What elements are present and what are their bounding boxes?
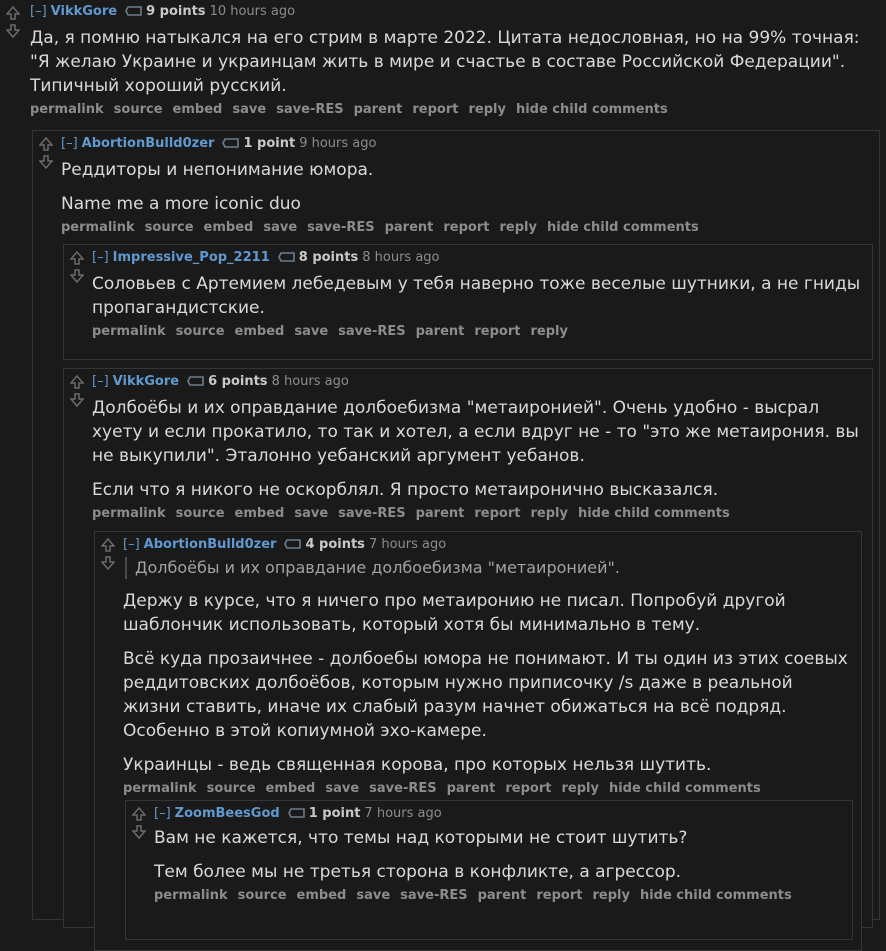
hide-child-comments-link[interactable]: hide child comments xyxy=(546,220,699,235)
report-link[interactable]: report xyxy=(412,102,459,117)
source-link[interactable]: source xyxy=(144,220,194,235)
parent-link[interactable]: parent xyxy=(415,324,465,339)
speech-bubble-icon xyxy=(187,374,205,388)
down-arrow-icon[interactable] xyxy=(70,393,84,407)
save-res-link[interactable]: save-RES xyxy=(338,324,406,339)
report-link[interactable]: report xyxy=(474,324,521,339)
up-arrow-icon[interactable] xyxy=(70,375,84,389)
comment-paragraph: Тем более мы не третья сторона в конфликте, а агрессор. xyxy=(154,862,682,882)
comment-tagline xyxy=(154,806,846,822)
hide-child-comments-link[interactable]: hide child comments xyxy=(577,506,730,521)
permalink-link[interactable]: permalink xyxy=(123,781,197,796)
up-arrow-icon[interactable] xyxy=(39,137,53,151)
speech-bubble-icon xyxy=(288,806,306,820)
vote-arrows xyxy=(39,137,53,173)
collapse-toggle[interactable]: [–] xyxy=(123,537,140,552)
comment-paragraph: Реддиторы и непонимание юмора. xyxy=(61,160,374,180)
reply-link[interactable]: reply xyxy=(468,102,506,117)
report-link[interactable]: report xyxy=(474,506,521,521)
save-link[interactable]: save xyxy=(294,506,329,521)
down-arrow-icon[interactable] xyxy=(132,825,146,839)
comment-tagline xyxy=(123,537,855,553)
vote-arrows xyxy=(70,251,84,287)
comment-author[interactable]: ZoomBeesGod xyxy=(174,806,280,821)
save-link[interactable]: save xyxy=(356,888,391,903)
up-arrow-icon[interactable] xyxy=(132,807,146,821)
embed-link[interactable]: embed xyxy=(265,781,316,796)
collapse-toggle[interactable]: [–] xyxy=(92,374,109,389)
source-link[interactable]: source xyxy=(175,324,225,339)
down-arrow-icon[interactable] xyxy=(101,556,115,570)
speech-bubble-icon xyxy=(222,136,240,150)
permalink-link[interactable]: permalink xyxy=(154,888,228,903)
reply-link[interactable]: reply xyxy=(561,781,599,796)
save-link[interactable]: save xyxy=(263,220,298,235)
collapse-toggle[interactable]: [–] xyxy=(154,806,171,821)
embed-link[interactable]: embed xyxy=(234,506,285,521)
save-res-link[interactable]: save-RES xyxy=(276,102,344,117)
comment-body xyxy=(61,158,873,216)
down-arrow-icon[interactable] xyxy=(70,269,84,283)
collapse-toggle[interactable]: [–] xyxy=(92,250,109,265)
save-link[interactable]: save xyxy=(325,781,360,796)
reply-link[interactable]: reply xyxy=(530,506,568,521)
permalink-link[interactable]: permalink xyxy=(61,220,135,235)
comment-tagline xyxy=(92,374,866,390)
hide-child-comments-link[interactable]: hide child comments xyxy=(639,888,792,903)
parent-link[interactable]: parent xyxy=(415,506,465,521)
save-res-link[interactable]: save-RES xyxy=(307,220,375,235)
comment-author[interactable]: AbortionBulld0zer xyxy=(81,136,215,151)
up-arrow-icon[interactable] xyxy=(101,538,115,552)
comment-score: 4 points xyxy=(305,537,365,552)
comment-actions xyxy=(61,220,873,236)
comment-actions xyxy=(92,506,866,522)
comment-actions xyxy=(154,888,846,904)
comment-paragraph: Украинцы - ведь священная корова, про которых нельзя шутить. xyxy=(123,755,712,775)
save-link[interactable]: save xyxy=(232,102,267,117)
collapse-toggle[interactable]: [–] xyxy=(30,4,47,19)
collapse-toggle[interactable]: [–] xyxy=(61,136,78,151)
comment-tagline xyxy=(61,136,873,152)
down-arrow-icon[interactable] xyxy=(6,24,20,38)
comment xyxy=(0,0,886,124)
comment-time: 9 hours ago xyxy=(299,136,377,151)
comment-author[interactable]: Impressive_Pop_2211 xyxy=(112,250,270,265)
down-arrow-icon[interactable] xyxy=(39,155,53,169)
comment-author[interactable]: VikkGore xyxy=(112,374,180,389)
save-res-link[interactable]: save-RES xyxy=(369,781,437,796)
source-link[interactable]: source xyxy=(113,102,163,117)
permalink-link[interactable]: permalink xyxy=(30,102,104,117)
up-arrow-icon[interactable] xyxy=(70,251,84,265)
comment-actions xyxy=(92,324,866,340)
source-link[interactable]: source xyxy=(237,888,287,903)
comment-time: 8 hours ago xyxy=(271,374,349,389)
report-link[interactable]: report xyxy=(505,781,552,796)
comment-body xyxy=(154,826,846,884)
comment-time: 7 hours ago xyxy=(368,537,447,552)
comment-score: 1 point xyxy=(243,136,296,151)
comment-score: 9 points xyxy=(146,4,206,19)
comment-score: 8 points xyxy=(298,250,359,265)
source-link[interactable]: source xyxy=(175,506,225,521)
comment-time: 7 hours ago xyxy=(364,806,442,821)
speech-bubble-icon xyxy=(278,250,296,264)
comment-paragraph: Name me a more iconic duo xyxy=(61,194,301,214)
comment-paragraph: Всё куда прозаичнее - долбоебы юмора не понимают. И ты один из этих соевых реддитовских долбоёбов, которым нужно приписочку /s даже в реальной жизни ставить, иначе их слабый разум начнет обижаться на всё подряд. Особенно в этой копиумной эхо-камере. xyxy=(123,649,848,741)
parent-link[interactable]: parent xyxy=(446,781,496,796)
parent-link[interactable]: parent xyxy=(384,220,434,235)
comment-time: 8 hours ago xyxy=(362,250,440,265)
child-comment xyxy=(63,244,873,360)
vote-arrows xyxy=(132,807,146,843)
up-arrow-icon[interactable] xyxy=(6,6,20,20)
comment-tagline xyxy=(92,250,866,266)
comment-actions xyxy=(123,781,855,797)
parent-link[interactable]: parent xyxy=(353,102,403,117)
comment-paragraph: Держу в курсе, что я ничего про метаиронию не писал. Попробуй другой шаблончик использовать, который хотя бы минимально в тему. xyxy=(123,591,786,635)
permalink-link[interactable]: permalink xyxy=(92,324,166,339)
report-link[interactable]: report xyxy=(536,888,583,903)
comment-body xyxy=(92,396,866,502)
comment-score: 6 points xyxy=(208,374,268,389)
embed-link[interactable]: embed xyxy=(172,102,223,117)
child-comment xyxy=(94,531,862,951)
reply-link[interactable]: reply xyxy=(530,324,568,339)
child-comment xyxy=(32,130,880,920)
report-link[interactable]: report xyxy=(443,220,490,235)
hide-child-comments-link[interactable]: hide child comments xyxy=(608,781,761,796)
child-comment xyxy=(125,800,853,940)
save-res-link[interactable]: save-RES xyxy=(338,506,406,521)
reply-link[interactable]: reply xyxy=(592,888,630,903)
comment-paragraph: Если что я никого не оскорблял. Я просто метаиронично высказался. xyxy=(92,480,719,500)
blockquote: Долбоёбы и их оправдание долбоебизма "метаиронией". xyxy=(125,557,855,579)
comment-paragraph: Долбоёбы и их оправдание долбоебизма "метаиронией". Очень удобно - высрал хуету и если прокатило, то так и хотел, а если вдруг не - то "это же метаирония. вы не выкупили". Эталонно уебанский аргумент уебанов. xyxy=(92,398,859,466)
vote-arrows xyxy=(101,538,115,574)
speech-bubble-icon xyxy=(125,4,143,18)
save-res-link[interactable]: save-RES xyxy=(400,888,468,903)
vote-arrows xyxy=(6,6,20,42)
vote-arrows xyxy=(70,375,84,411)
parent-link[interactable]: parent xyxy=(477,888,527,903)
comment-score: 1 point xyxy=(308,806,361,821)
comment-tagline xyxy=(30,4,880,20)
comment-body xyxy=(92,272,866,320)
comment-time: 10 hours ago xyxy=(209,4,296,19)
reply-link[interactable]: reply xyxy=(499,220,537,235)
comment-body xyxy=(123,557,855,777)
comment-paragraph: Да, я помню натыкался на его стрим в марте 2022. Цитата недословная, но на 99% точная: "Я желаю Украине и украинцам жить в мире и счастье в составе Российской Федерации". Типичный хороший русский. xyxy=(30,28,860,96)
embed-link[interactable]: embed xyxy=(203,220,254,235)
comment-body xyxy=(30,26,880,98)
comment-paragraph: Соловьев с Артемием лебедевым у тебя наверно тоже веселые шутники, а не гниды пропагандистские. xyxy=(92,274,861,318)
embed-link[interactable]: embed xyxy=(296,888,347,903)
comment-paragraph: Вам не кажется, что темы над которыми не стоит шутить? xyxy=(154,828,688,848)
source-link[interactable]: source xyxy=(206,781,256,796)
child-comment xyxy=(63,368,873,928)
permalink-link[interactable]: permalink xyxy=(92,506,166,521)
comment-author[interactable]: AbortionBulld0zer xyxy=(143,537,277,552)
hide-child-comments-link[interactable]: hide child comments xyxy=(515,102,668,117)
comment-author[interactable]: VikkGore xyxy=(50,4,118,19)
save-link[interactable]: save xyxy=(294,324,329,339)
embed-link[interactable]: embed xyxy=(234,324,285,339)
speech-bubble-icon xyxy=(284,537,302,551)
comment-actions xyxy=(30,102,880,118)
